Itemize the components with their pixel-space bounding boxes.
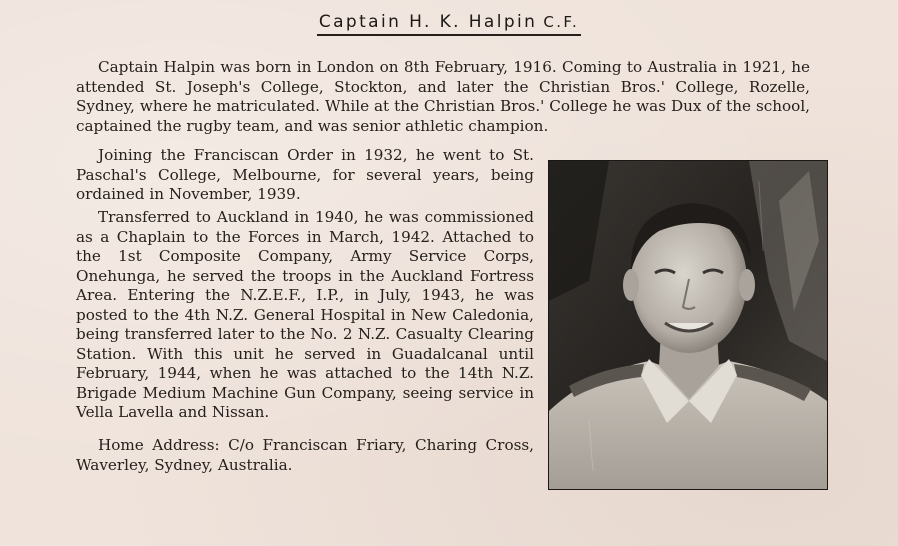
paragraph-military-service: Transferred to Auckland in 1940, he was commissioned as a Chaplain to the Forces in March, 1942. Attached to the 1st Composite Company, Army Service Corps, Onehunga, he served the troops in the Auckland Fortress Area. Entering the N.Z.E.F., I.P., in July, 1943, he was posted to the 4th N.Z. General Hospital in New Caledonia, being transferred later to the No. 2 N.Z. Casualty Clearing Station. With this unit he served in Guadalcanal until February, 1944, when he was attached to the 14th N.Z. Brigade Medium Machine Gun Company, seeing service in Vella Lavella and Nissan.	[76, 208, 534, 421]
paragraph-birth-education: Captain Halpin was born in London on 8th February, 1916. Coming to Australia in 1921, he attended St. Joseph's College, Stockton, and later the Christian Bros.' College, Rozelle, Sydney, where he matriculated. While at the Christian Bros.' College he was Dux of the school, captained the rugby team, and was senior athletic champion.	[76, 58, 810, 135]
title-name: Captain H. K. Halpin	[318, 12, 538, 32]
paragraph-home-address: Home Address: C/o Franciscan Friary, Charing Cross, Waverley, Sydney, Australia.	[76, 436, 534, 474]
portrait-photo	[548, 160, 828, 490]
title-suffix: C.F.	[543, 13, 580, 31]
paragraph-franciscan-order: Joining the Franciscan Order in 1932, he went to St. Paschal's College, Melbourne, for several years, being ordained in November, 1939.	[76, 146, 534, 203]
title-block	[0, 12, 898, 36]
page-title	[317, 12, 581, 36]
